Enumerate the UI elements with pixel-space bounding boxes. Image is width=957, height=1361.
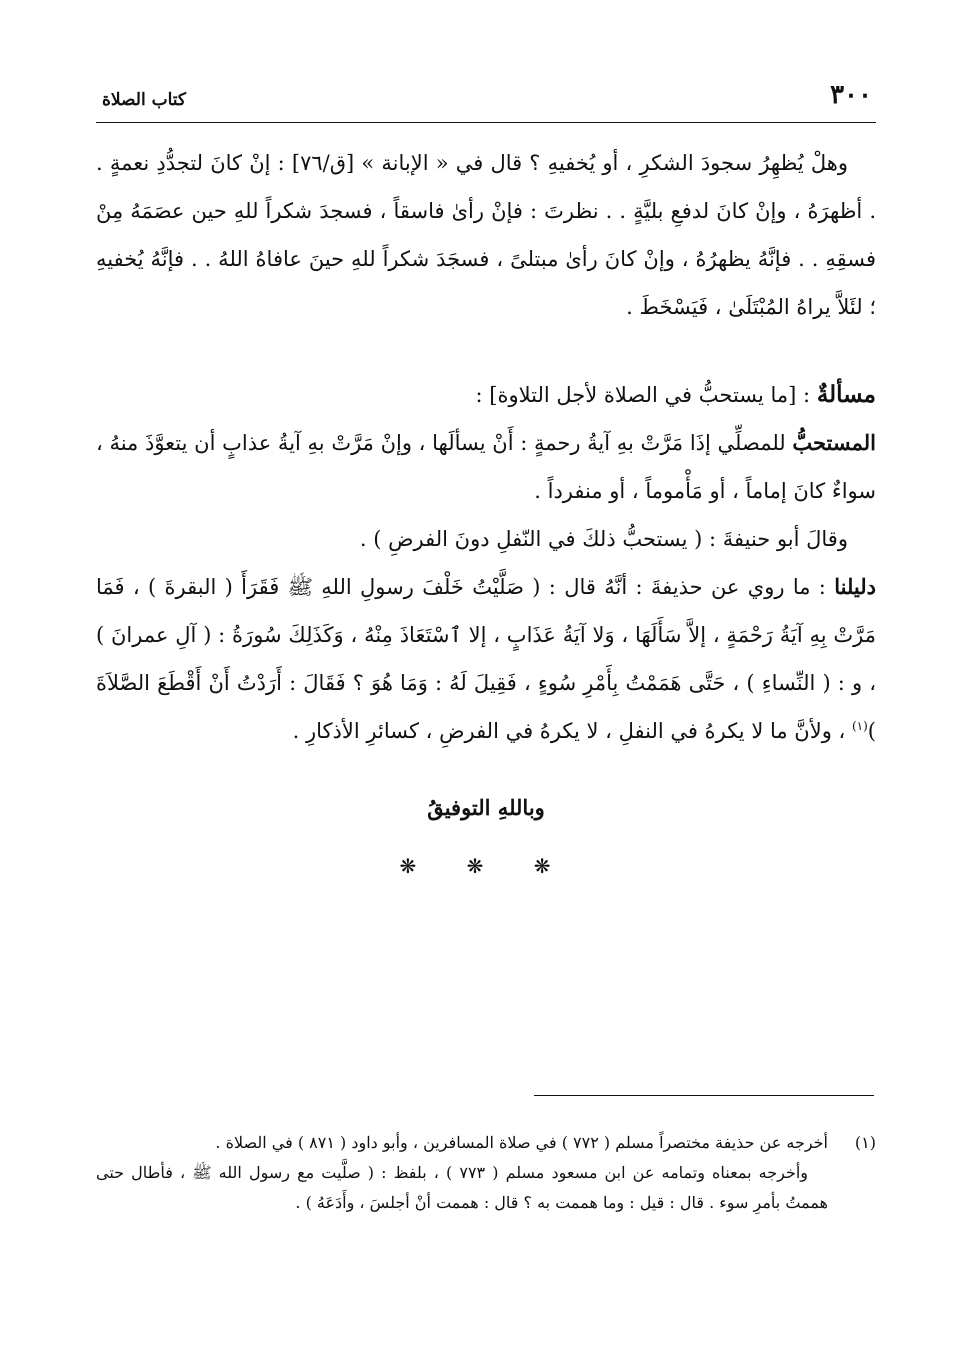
section-end-ornament: ❋ ❋ ❋	[399, 854, 573, 878]
footnote-1-text: أخرجه عن حذيفة مختصراً مسلم ( ٧٧٢ ) في صلاة المسافرين ، وأبو داود ( ٨٧١ ) في الصلاة .	[215, 1133, 828, 1152]
paragraph-abu-hanifa: وقالَ أبو حنيفةَ : ( يستحبُّ ذلكَ في النّفلِ دونَ الفرضِ ) .	[359, 527, 848, 551]
footnote-1-continuation-text: وأخرجه بمعناه وتمامه عن ابن مسعود مسلم ( ٧٧٣ ) ، بلفظ : ( صلَّيت مع رسول الله ﷺ ، فأطال حتى هممتُ بأمرِ سوء . قال : قيل : وما هممت به ؟ قال : هممت أنْ أجلسَ ، وأَدَعَهُ ) .	[96, 1163, 828, 1212]
chapter-title: كتاب الصلاة	[102, 90, 187, 110]
main-text	[96, 139, 876, 879]
masala-title: : [ما يستحبُّ في الصلاة لأجل التلاوة] :	[475, 383, 817, 407]
mustahab-text: للمصلِّي إذَا مَرَّتْ بهِ آيةُ رحمةٍ : أَنْ يسألَها ، وإنْ مَرَّتْ بهِ آيةُ عذابٍ أن يتعوَّذَ منهُ ، سواءٌ كانَ إماماً ، أو مَأْموماً ، أو منفرداً .	[96, 431, 876, 503]
footnotes	[96, 1128, 876, 1218]
section-gap	[96, 331, 876, 371]
footnote-1-continuation	[96, 1158, 876, 1218]
footnote-separator	[534, 1095, 874, 1096]
book-page	[96, 80, 876, 1340]
paragraph-mustahab	[96, 419, 876, 515]
closing-phrase: وباللهِ التوفيقُ	[427, 795, 545, 820]
dalil-hadith: : ما روي عن حذيفةَ : أنَّهُ قال : ( صَلَّيْتُ خَلْفَ رسولِ اللهِ ﷺ فَقَرَأَ ( البقرةَ ) ، فَمَا مَرَّتْ بِهِ آيَةُ رَحْمَةٍ ، إلاَّ سَأَلَهَا ، وَلا آيَةُ عَذَابٍ ، إلا ٱسْتَعَاذَ مِنْهُ ، وَكَذَلِكَ سُورَةُ : ( آلِ عمرانَ ) ، و : ( النِّساءِ ) ، حَتَّى هَمَمْتُ بِأَمْرِ سُوءٍ ، فَقِيلَ لَهُ : وَمَا هُوَ ؟ فَقَالَ : أَرَدْتُ أَنْ أَقْطَعَ الصَّلاَةَ )	[96, 575, 876, 743]
dalil-lead: دليلنا	[834, 574, 876, 599]
masala-heading	[96, 371, 876, 419]
mustahab-lead: المستحبُّ	[792, 430, 876, 455]
footnote-marker: (١)	[854, 1133, 876, 1152]
paragraph-sujud-shukr: وهلْ يُظهِرُ سجودَ الشكرِ ، أو يُخفيهِ ؟ قال في « الإبانة » [ق/٧٦] : إنْ كانَ لتجدُّدِ نعمةٍ . . أظهرَهُ ، وإنْ كانَ لدفعِ بليَّةٍ . . نظرتَ : فإنْ رأىٰ فاسقاً ، فسجدَ شكراً للهِ حين عصَمَهُ مِنْ فسقِهِ . . فإنَّهُ يظهرُهُ ، وإنْ كانَ رأىٰ مبتلىً ، فسجَدَ شكراً للهِ حينَ عافاهُ اللهُ . . فإنَّهُ يُخفيهِ ؛ لئَلاَّ يراهُ المُبْتَلَىٰ ، فَيَسْخَطَ .	[96, 151, 876, 319]
footnote-1	[96, 1128, 876, 1158]
page-number: ٣٠٠	[830, 80, 872, 110]
paragraph-dalil	[96, 563, 876, 755]
dalil-conclusion: ، ولأنَّ ما لا يكرهُ في النفلِ ، لا يكرهُ في الفرضِ ، كسائرِ الأذكارِ .	[292, 719, 852, 743]
masala-label: مسألةٌ	[816, 381, 876, 408]
footnote-reference[interactable]: (١)	[851, 719, 868, 733]
running-header	[96, 80, 876, 123]
